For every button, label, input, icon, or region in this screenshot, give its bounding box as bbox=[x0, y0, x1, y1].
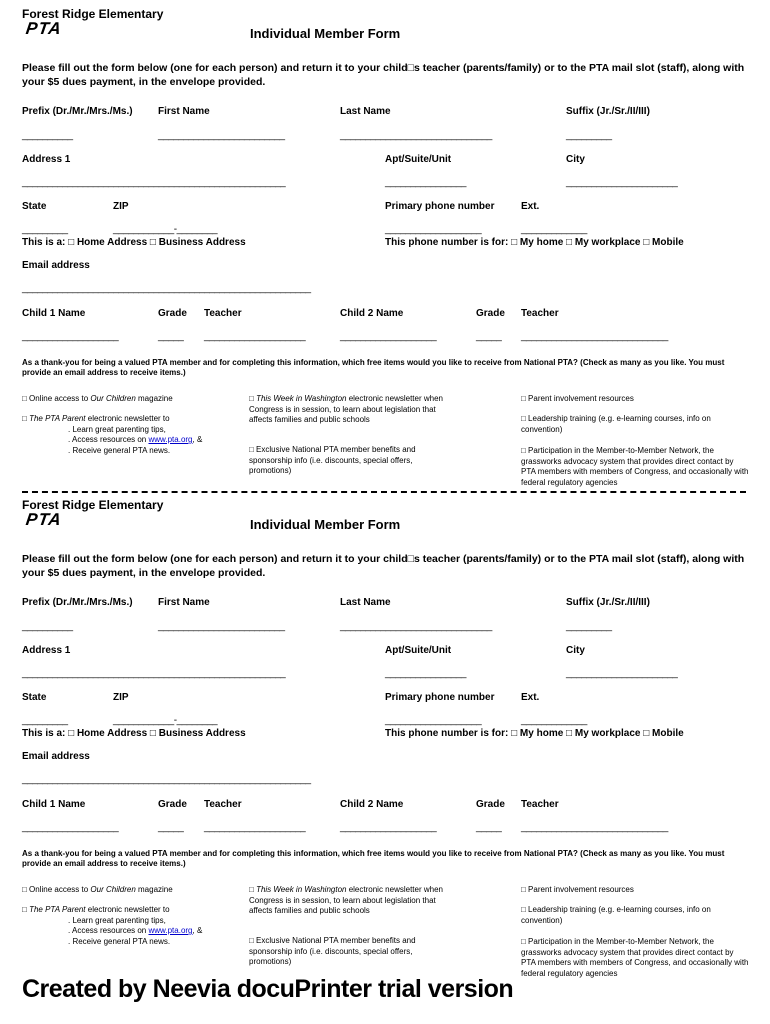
option-parent-involvement[interactable]: □ Parent involvement resources bbox=[521, 394, 634, 403]
suffix-field[interactable]: _________ bbox=[566, 130, 612, 141]
form-title: Individual Member Form bbox=[250, 517, 401, 532]
child2-field[interactable]: ___________________ bbox=[340, 822, 437, 833]
zip-field[interactable]: ____________-________ bbox=[113, 715, 218, 726]
option-parent-involvement[interactable]: □ Parent involvement resources bbox=[521, 885, 634, 894]
apt-label: Apt/Suite/Unit bbox=[385, 154, 452, 165]
last-name-label: Last Name bbox=[340, 597, 391, 608]
first-name-label: First Name bbox=[158, 106, 210, 117]
email-field[interactable]: _________________________________________________________ bbox=[22, 283, 311, 294]
option-leadership-training[interactable]: □ Leadership training (e.g. e-learning courses, info on convention) bbox=[521, 905, 711, 925]
zip-label: ZIP bbox=[113, 201, 129, 212]
ext-field[interactable]: _____________ bbox=[521, 715, 587, 726]
first-name-field[interactable]: _________________________ bbox=[158, 130, 285, 141]
trial-watermark-footer: Created by Neevia docuPrinter trial version bbox=[22, 975, 514, 1003]
teacher2-field[interactable]: _____________________________ bbox=[521, 822, 668, 833]
prefix-label: Prefix (Dr./Mr./Mrs./Ms.) bbox=[22, 597, 133, 608]
option-leadership-training[interactable]: □ Leadership training (e.g. e-learning courses, info on convention) bbox=[521, 414, 711, 434]
child1-field[interactable]: ___________________ bbox=[22, 331, 119, 342]
prefix-label: Prefix (Dr./Mr./Mrs./Ms.) bbox=[22, 106, 133, 117]
suffix-label: Suffix (Jr./Sr./II/III) bbox=[566, 106, 650, 117]
city-label: City bbox=[566, 645, 585, 656]
ext-label: Ext. bbox=[521, 201, 540, 212]
suffix-label: Suffix (Jr./Sr./II/III) bbox=[566, 597, 650, 608]
grade1-label: Grade bbox=[158, 799, 187, 810]
phone-type-checkboxes[interactable]: This phone number is for: □ My home □ My workplace □ Mobile bbox=[385, 728, 684, 739]
pta-website-link[interactable]: www.pta.org bbox=[148, 926, 193, 935]
form-intro: Please fill out the form below (one for each person) and return it to your child□s teacher (parents/family) or to the PTA mail slot (staff), along with your $5 dues payment, in the envelope provided. bbox=[22, 553, 745, 579]
child2-label: Child 2 Name bbox=[340, 308, 404, 319]
child1-field[interactable]: ___________________ bbox=[22, 822, 119, 833]
thanks-text: As a thank-you for being a valued PTA member and for completing this information, which free items would you like to receive from National PTA? (Check as many as you like. You must provide an email address to receive items.) bbox=[22, 358, 725, 377]
child1-label: Child 1 Name bbox=[22, 799, 86, 810]
option-pta-parent-newsletter[interactable]: □ The PTA Parent electronic newsletter to . Learn great parenting tips, . Access resources on www.pta.org, & . Receive general PTA news. bbox=[22, 905, 203, 946]
grade1-field[interactable]: _____ bbox=[158, 331, 184, 342]
pta-website-link[interactable]: www.pta.org bbox=[148, 435, 193, 444]
form-intro: Please fill out the form below (one for each person) and return it to your child□s teacher (parents/family) or to the PTA mail slot (staff), along with your $5 dues payment, in the envelope provided. bbox=[22, 62, 745, 88]
address-type-checkboxes[interactable]: This is a: □ Home Address □ Business Address bbox=[22, 728, 246, 739]
teacher1-field[interactable]: ____________________ bbox=[204, 822, 306, 833]
primary-phone-label: Primary phone number bbox=[385, 201, 495, 212]
address-type-checkboxes[interactable]: This is a: □ Home Address □ Business Address bbox=[22, 237, 246, 248]
last-name-field[interactable]: ______________________________ bbox=[340, 130, 492, 141]
apt-label: Apt/Suite/Unit bbox=[385, 645, 452, 656]
first-name-label: First Name bbox=[158, 597, 210, 608]
thanks-text: As a thank-you for being a valued PTA member and for completing this information, which free items would you like to receive from National PTA? (Check as many as you like. You must provide an email address to receive items.) bbox=[22, 849, 725, 868]
zip-label: ZIP bbox=[113, 692, 129, 703]
child2-label: Child 2 Name bbox=[340, 799, 404, 810]
primary-phone-field[interactable]: ___________________ bbox=[385, 715, 482, 726]
first-name-field[interactable]: _________________________ bbox=[158, 621, 285, 632]
phone-type-checkboxes[interactable]: This phone number is for: □ My home □ My workplace □ Mobile bbox=[385, 237, 684, 248]
suffix-field[interactable]: _________ bbox=[566, 621, 612, 632]
form-title: Individual Member Form bbox=[250, 26, 401, 41]
state-field[interactable]: _________ bbox=[22, 224, 68, 235]
email-label: Email address bbox=[22, 260, 90, 271]
option-exclusive-benefits[interactable]: □ Exclusive National PTA member benefits and sponsorship info (i.e. discounts, special offers, promotions) bbox=[249, 936, 416, 966]
teacher1-label: Teacher bbox=[204, 799, 242, 810]
member-form-top bbox=[0, 0, 770, 490]
option-pta-parent-newsletter[interactable]: □ The PTA Parent electronic newsletter to . Learn great parenting tips, . Access resources on www.pta.org, & . Receive general PTA news. bbox=[22, 414, 203, 455]
option-member-network[interactable]: □ Participation in the Member-to-Member Network, the grassworks advocacy system that provides direct contact by PTA members with members of Congress, and occasionally with federal regulatory agencies bbox=[521, 446, 749, 487]
option-washington-newsletter[interactable]: □ This Week in Washington electronic newsletter when Congress is in session, to learn about legislation that affects families and public schools bbox=[249, 885, 443, 915]
apt-field[interactable]: ________________ bbox=[385, 668, 466, 679]
teacher2-field[interactable]: _____________________________ bbox=[521, 331, 668, 342]
last-name-label: Last Name bbox=[340, 106, 391, 117]
school-name: Forest Ridge Elementary bbox=[22, 7, 164, 21]
grade2-label: Grade bbox=[476, 799, 505, 810]
school-name: Forest Ridge Elementary bbox=[22, 498, 164, 512]
grade1-label: Grade bbox=[158, 308, 187, 319]
last-name-field[interactable]: ______________________________ bbox=[340, 621, 492, 632]
grade2-label: Grade bbox=[476, 308, 505, 319]
apt-field[interactable]: ________________ bbox=[385, 177, 466, 188]
email-label: Email address bbox=[22, 751, 90, 762]
child2-field[interactable]: ___________________ bbox=[340, 331, 437, 342]
city-field[interactable]: ______________________ bbox=[566, 177, 678, 188]
pta-logo: PTA bbox=[24, 19, 64, 38]
address1-field[interactable]: ____________________________________________________ bbox=[22, 668, 286, 679]
option-member-network[interactable]: □ Participation in the Member-to-Member Network, the grassworks advocacy system that provides direct contact by PTA members with members of Congress, and occasionally with federal regulatory agencies bbox=[521, 937, 749, 978]
state-label: State bbox=[22, 201, 47, 212]
grade2-field[interactable]: _____ bbox=[476, 331, 502, 342]
state-label: State bbox=[22, 692, 47, 703]
primary-phone-label: Primary phone number bbox=[385, 692, 495, 703]
option-exclusive-benefits[interactable]: □ Exclusive National PTA member benefits and sponsorship info (i.e. discounts, special offers, promotions) bbox=[249, 445, 416, 475]
ext-label: Ext. bbox=[521, 692, 540, 703]
child1-label: Child 1 Name bbox=[22, 308, 86, 319]
prefix-field[interactable]: __________ bbox=[22, 621, 73, 632]
teacher2-label: Teacher bbox=[521, 799, 559, 810]
member-form-bottom bbox=[0, 491, 770, 981]
pta-logo: PTA bbox=[24, 510, 64, 529]
option-washington-newsletter[interactable]: □ This Week in Washington electronic newsletter when Congress is in session, to learn about legislation that affects families and public schools bbox=[249, 394, 443, 424]
prefix-field[interactable]: __________ bbox=[22, 130, 73, 141]
city-label: City bbox=[566, 154, 585, 165]
primary-phone-field[interactable]: ___________________ bbox=[385, 224, 482, 235]
address1-field[interactable]: ____________________________________________________ bbox=[22, 177, 286, 188]
teacher1-field[interactable]: ____________________ bbox=[204, 331, 306, 342]
address1-label: Address 1 bbox=[22, 645, 71, 656]
teacher1-label: Teacher bbox=[204, 308, 242, 319]
option-online-magazine[interactable]: □ Online access to Our Children magazine bbox=[22, 394, 173, 403]
teacher2-label: Teacher bbox=[521, 308, 559, 319]
ext-field[interactable]: _____________ bbox=[521, 224, 587, 235]
state-field[interactable]: _________ bbox=[22, 715, 68, 726]
zip-field[interactable]: ____________-________ bbox=[113, 224, 218, 235]
city-field[interactable]: ______________________ bbox=[566, 668, 678, 679]
option-online-magazine[interactable]: □ Online access to Our Children magazine bbox=[22, 885, 173, 894]
address1-label: Address 1 bbox=[22, 154, 71, 165]
grade2-field[interactable]: _____ bbox=[476, 822, 502, 833]
grade1-field[interactable]: _____ bbox=[158, 822, 184, 833]
email-field[interactable]: _________________________________________________________ bbox=[22, 774, 311, 785]
